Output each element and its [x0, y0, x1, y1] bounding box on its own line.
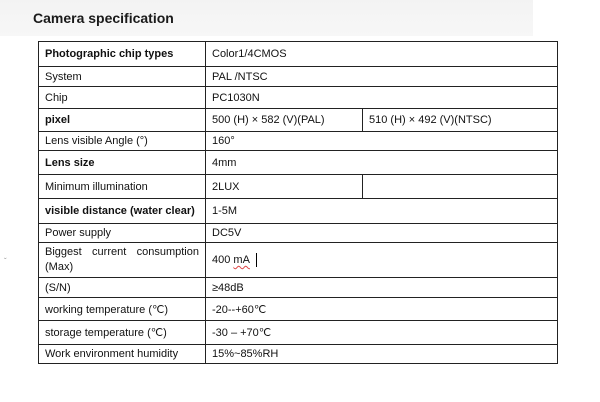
row-label: System [39, 67, 206, 87]
row-value: PAL /NTSC [206, 67, 558, 87]
page-title: Camera specification [33, 10, 174, 26]
row-label: working temperature (℃) [39, 298, 206, 321]
row-value: -30 – +70℃ [206, 321, 558, 345]
table-row [39, 87, 558, 109]
row-value: PC1030N [206, 87, 558, 109]
row-value: DC5V [206, 224, 558, 243]
row-value-2: 510 (H) × 492 (V)(NTSC) [363, 109, 558, 132]
row-label: Minimum illumination [39, 175, 206, 199]
row-value: 160° [206, 132, 558, 151]
table-row [39, 151, 558, 175]
row-value: ≥48dB [206, 278, 558, 298]
row-label: (S/N) [39, 278, 206, 298]
row-label: Lens visible Angle (°) [39, 132, 206, 151]
row-value[interactable] [206, 243, 558, 278]
row-value: 1-5M [206, 199, 558, 224]
row-value: -20--+60℃ [206, 298, 558, 321]
table-row [39, 132, 558, 151]
table-row [39, 175, 558, 199]
row-label-line-1: Biggest current consumption [45, 246, 199, 258]
table-row [39, 109, 558, 132]
row-label: visible distance (water clear) [39, 199, 206, 224]
table-row [39, 321, 558, 345]
value-unit: mA [233, 253, 250, 266]
row-label [39, 243, 206, 278]
row-label: Photographic chip types [39, 42, 206, 67]
margin-mark: ˇ [4, 257, 7, 266]
row-value: Color1/4CMOS [206, 42, 558, 67]
table-row [39, 42, 558, 67]
row-value: 500 (H) × 582 (V)(PAL) [206, 109, 363, 132]
row-label: Power supply [39, 224, 206, 243]
row-label-line-2: (Max) [45, 261, 74, 273]
table-row [39, 224, 558, 243]
table-row [39, 67, 558, 87]
table-row [39, 278, 558, 298]
row-value: 15%~85%RH [206, 345, 558, 364]
row-label: Chip [39, 87, 206, 109]
value-number: 400 [212, 253, 231, 266]
text-cursor [256, 253, 257, 267]
table-row [39, 345, 558, 364]
table-row [39, 298, 558, 321]
row-label: Lens size [39, 151, 206, 175]
row-value-2 [363, 175, 558, 199]
row-value: 4mm [206, 151, 558, 175]
row-label: pixel [39, 109, 206, 132]
row-label: storage temperature (℃) [39, 321, 206, 345]
row-value: 2LUX [206, 175, 363, 199]
table-row [39, 243, 558, 278]
spec-table [38, 41, 558, 364]
row-label: Work environment humidity [39, 345, 206, 364]
table-row [39, 199, 558, 224]
